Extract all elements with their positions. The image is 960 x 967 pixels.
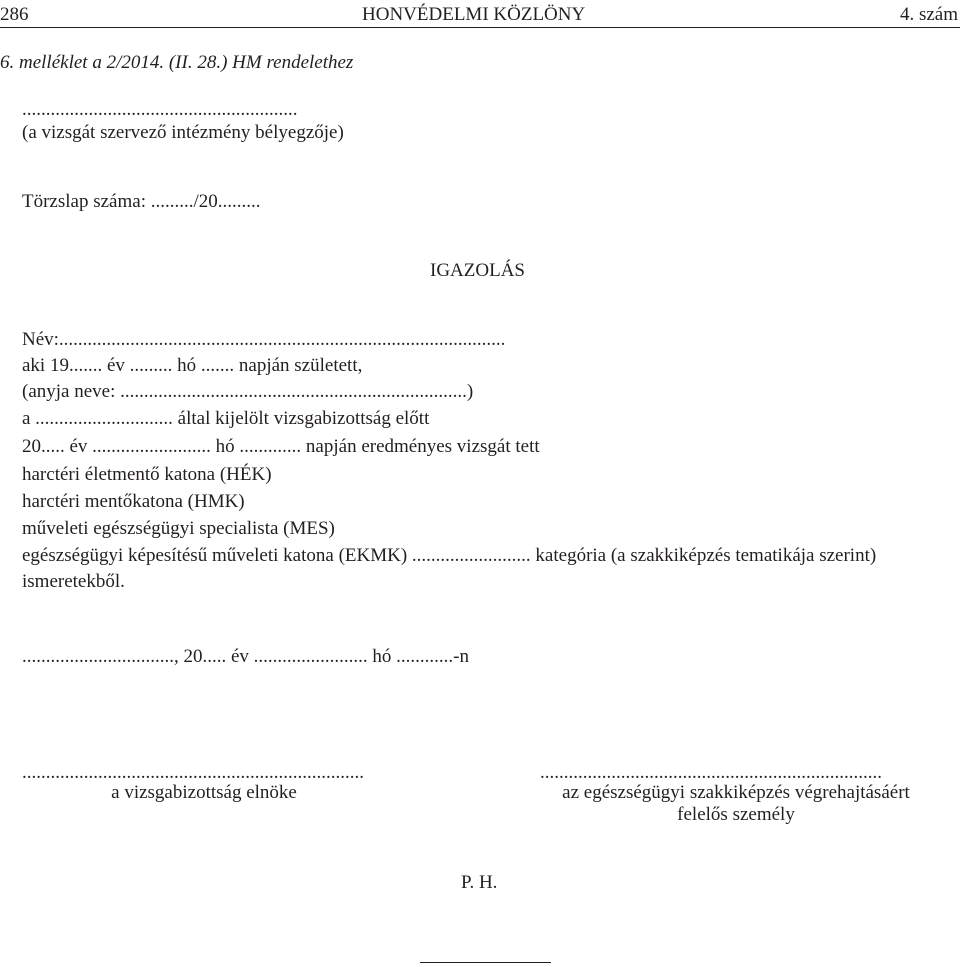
stamp-dots: .......................................................... xyxy=(22,99,298,120)
chair-signature-dots: ........................................................................ xyxy=(22,762,364,783)
document-title: IGAZOLÁS xyxy=(430,260,525,281)
qualification-ekmk: egészségügyi képesítésű műveleti katona (EKMK) ......................... kategória (a szakkiképzés tematikája szerint) xyxy=(22,545,877,566)
qualification-mes: műveleti egészségügyi specialista (MES) xyxy=(22,518,335,539)
name-line: Név:.............................................................................................. xyxy=(22,329,506,350)
exam-date-line: 20..... év ......................... hó ............. napján eredményes vizsgát tett xyxy=(22,436,540,457)
responsible-signature-caption-2: felelős személy xyxy=(677,804,795,825)
register-number: Törzslap száma: ........./20......... xyxy=(22,191,261,212)
stamp-caption: (a vizsgát szervező intézmény bélyegzője) xyxy=(22,122,344,143)
seal-placeholder: P. H. xyxy=(461,872,498,893)
responsible-signature-dots: ........................................................................ xyxy=(540,762,882,783)
header-rule xyxy=(0,27,960,28)
journal-title: HONVÉDELMI KÖZLÖNY xyxy=(362,4,586,25)
knowledge-line: ismeretekből. xyxy=(22,571,125,592)
mother-name-line: (anyja neve: .........................................................................) xyxy=(22,381,474,402)
page-header xyxy=(0,5,960,27)
qualification-hmk: harctéri mentőkatona (HMK) xyxy=(22,491,245,512)
qualification-hek: harctéri életmentő katona (HÉK) xyxy=(22,464,272,485)
place-date-line: ................................, 20..... év ........................ hó ............-n xyxy=(22,646,470,667)
page-number: 286 xyxy=(0,4,29,25)
footnote-rule xyxy=(420,962,551,963)
chair-signature-caption: a vizsgabizottság elnöke xyxy=(111,782,297,803)
issue-number: 4. szám xyxy=(899,4,958,25)
committee-line: a ............................. által kijelölt vizsgabizottság előtt xyxy=(22,408,430,429)
birth-line: aki 19....... év ......... hó ....... napján született, xyxy=(22,355,363,376)
annex-reference: 6. melléklet a 2/2014. (II. 28.) HM rendelethez xyxy=(0,52,354,73)
responsible-signature-caption-1: az egészségügyi szakkiképzés végrehajtásáért xyxy=(562,782,910,803)
